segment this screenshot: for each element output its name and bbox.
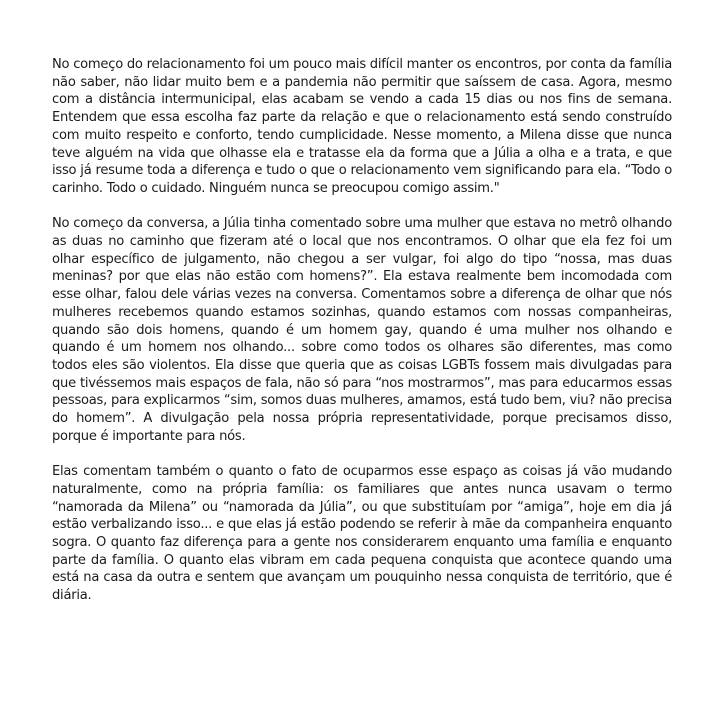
paragraph-metro-look: No começo da conversa, a Júlia tinha comentado sobre uma mulher que estava no metrô olhando as duas no caminho que fizeram até o local que nos encontramos. O olhar que ela fez foi um olhar específico de julgamento, não chegou a ser vulgar, foi algo do tipo “nossa, mas duas meninas? por que elas não estão com homens?”. Ela estava realmente bem incomodada com esse olhar, falou dele várias vezes na conversa. Comentamos sobre a diferença de olhar que nós mulheres recebemos quando estamos sozinhas, quando estamos com nossas companheiras, quando são dois homens, quando é um homem gay, quando é uma mulher nos olhando e quando é um homem nos olhando... sobre como todos os olhares são diferentes, mas como todos eles são violentos. Ela disse que queria que as coisas LGBTs fossem mais divulgadas para que tivéssemos mais espaços de fala, não só para “nos mostrarmos”, mas para educarmos essas pessoas, para explicarmos “sim, somos duas mulheres, amamos, está tudo bem, viu? não precisa do homem”. A divulgação pela nossa própria representatividade, porque precisamos disso, porque é importante para nós.	[52, 216, 672, 444]
paragraph-relationship-start: No começo do relacionamento foi um pouco mais difícil manter os encontros, por conta da família não saber, não lidar muito bem e a pandemia não permitir que saíssem de casa. Agora, mesmo com a distância intermunicipal, elas acabam se vendo a cada 15 dias ou nos fins de semana. Entendem que essa escolha faz parte da relação e que o relacionamento está sendo construído com muito respeito e conforto, tendo cumplicidade. Nesse momento, a Milena disse que nunca teve alguém na vida que olhasse ela e tratasse ela da forma que a Júlia a olha e a trata, e que isso já resume toda a diferença e tudo o que o relacionamento vem significando para ela. “Todo o carinho. Todo o cuidado. Ninguém nunca se preocupou comigo assim."	[52, 57, 672, 196]
paragraph-family-changes: Elas comentam também o quanto o fato de ocuparmos esse espaço as coisas já vão mudando naturalmente, como na própria família: os familiares que antes nunca usavam o termo “namorada da Milena” ou “namorada da Júlia”, ou que substituíam por “amiga”, hoje em dia já estão verbalizando isso... e que elas já estão podendo se referir à mãe da companheira enquanto sogra. O quanto faz diferença para a gente nos considerarem enquanto uma família e enquanto parte da família. O quanto elas vibram em cada pequena conquista que acontece quando uma está na casa da outra e sentem que avançam um pouquinho nessa conquista de território, que é diária.	[52, 464, 672, 604]
document-body	[52, 56, 672, 622]
